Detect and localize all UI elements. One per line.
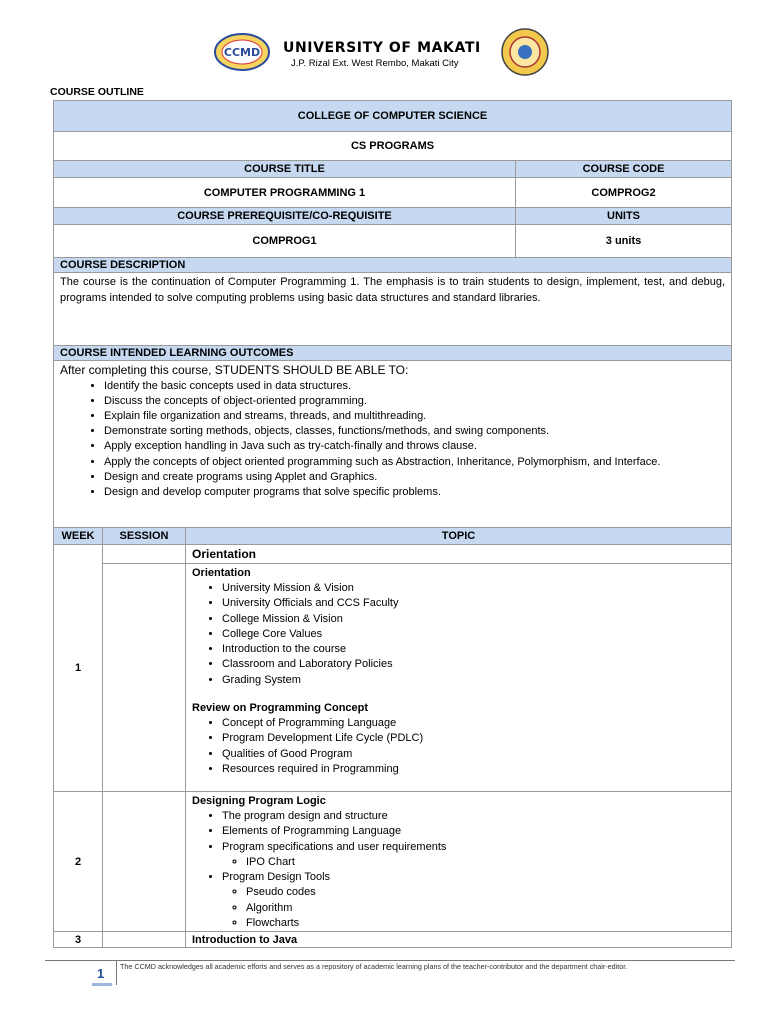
page-number: 1: [97, 966, 105, 981]
footer-acknowledgement: The CCMD acknowledges all academic efforts and serves as a repository of academic learning plans of the teacher-contributor and the department chair-editor.: [120, 962, 628, 971]
ccmd-logo-text: CCMD: [223, 46, 261, 59]
orientation-item: • University Mission & Vision: [222, 581, 725, 596]
course-title-value: COMPUTER PROGRAMMING 1: [54, 178, 516, 208]
clo-item: • Identify the basic concepts used in data structures.: [104, 379, 725, 394]
orientation-item: • College Mission & Vision: [222, 612, 725, 627]
week-2-subitem: ◦ Algorithm: [246, 901, 725, 916]
orientation-item: • Grading System: [222, 673, 725, 688]
university-address: J.P. Rizal Ext. West Rembo, Makati City: [291, 58, 459, 69]
course-title-label: COURSE TITLE: [54, 161, 516, 178]
week-2-session: [103, 792, 186, 932]
week-3-number: 3: [54, 932, 103, 948]
clo-item: • Discuss the concepts of object-oriented programming.: [104, 394, 725, 409]
week-2-item: • The program design and structure: [222, 809, 725, 824]
course-outline-table: [53, 100, 732, 948]
review-heading: Review on Programming Concept: [192, 702, 369, 715]
week-2-list: [192, 809, 725, 931]
week-3-topic: Introduction to Java: [186, 932, 732, 948]
page-number-underline: [92, 983, 112, 986]
week-column-header: WEEK: [54, 528, 103, 545]
footer-divider: [45, 960, 735, 961]
orientation-list: [192, 581, 725, 688]
week-1-topic-2: [186, 564, 732, 792]
review-item: • Resources required in Programming: [222, 762, 725, 777]
clo-section: [54, 361, 732, 528]
topic-column-header: TOPIC: [186, 528, 732, 545]
clo-item: • Apply the concepts of object oriented programming such as Abstraction, Inheritance, Polymorphism, and Interface.: [104, 455, 725, 470]
week-2-sublist: [222, 885, 725, 931]
course-outline-label: COURSE OUTLINE: [50, 86, 144, 98]
spacer: [192, 688, 725, 701]
week-2-item: [222, 840, 725, 871]
orientation-heading: Orientation: [192, 567, 251, 579]
prerequisite-value: COMPROG1: [54, 225, 516, 258]
week-1-topic-1: [186, 545, 732, 564]
clo-item: • Apply exception handling in Java such as try-catch-finally and throws clause.: [104, 439, 725, 454]
week-2-subitem: ◦ Pseudo codes: [246, 885, 725, 900]
clo-item: • Design and create programs using Applet and Graphics.: [104, 470, 725, 485]
review-list: [192, 716, 725, 777]
course-description-text: The course is the continuation of Computer Programming 1. The emphasis is to train students to design, implement, test, and debug, programs intended to solve computing problems using basic data structures and standard libraries.: [54, 273, 732, 346]
week-2-sublist: [222, 855, 725, 870]
course-code-label: COURSE CODE: [516, 161, 732, 178]
university-seal-logo: [500, 27, 550, 77]
week-1-number: 1: [54, 545, 103, 792]
clo-item: • Explain file organization and streams, threads, and multithreading.: [104, 409, 725, 424]
week-1-session-2: [103, 564, 186, 792]
programs-title: CS PROGRAMS: [54, 132, 732, 161]
review-item: • Program Development Life Cycle (PDLC): [222, 731, 725, 746]
orientation-item: • Introduction to the course: [222, 642, 725, 657]
week-2-item: • Elements of Programming Language: [222, 824, 725, 839]
university-name: UNIVERSITY OF MAKATI: [283, 40, 481, 56]
week-2-heading: Designing Program Logic: [192, 795, 326, 807]
session-column-header: SESSION: [103, 528, 186, 545]
week-2-item-text: Program Design Tools: [222, 871, 331, 884]
prerequisite-label: COURSE PREREQUISITE/CO-REQUISITE: [54, 208, 516, 225]
clo-item: • Demonstrate sorting methods, objects, classes, functions/methods, and swing components.: [104, 424, 725, 439]
ccmd-logo: [213, 32, 271, 72]
units-label: UNITS: [516, 208, 732, 225]
week-2-topic: [186, 792, 732, 932]
course-description-label: COURSE DESCRIPTION: [54, 258, 732, 273]
week-2-item: [222, 870, 725, 931]
week-2-subitem: ◦ IPO Chart: [246, 855, 725, 870]
week-3-session: [103, 932, 186, 948]
footer-vertical-divider: [116, 961, 117, 985]
orientation-item: • Classroom and Laboratory Policies: [222, 657, 725, 672]
clo-label: COURSE INTENDED LEARNING OUTCOMES: [54, 346, 732, 361]
review-item: • Qualities of Good Program: [222, 747, 725, 762]
week-2-number: 2: [54, 792, 103, 932]
units-value: 3 units: [516, 225, 732, 258]
week-1-session-1: [103, 545, 186, 564]
orientation-item: • University Officials and CCS Faculty: [222, 596, 725, 611]
course-code-value: COMPROG2: [516, 178, 732, 208]
review-item: • Concept of Programming Language: [222, 716, 725, 731]
week-2-subitem: ◦ Flowcharts: [246, 916, 725, 931]
clo-item: • Design and develop computer programs that solve specific problems.: [104, 485, 725, 500]
clo-list: [60, 379, 725, 501]
week-1-orientation-title: Orientation: [192, 547, 257, 561]
orientation-item: • College Core Values: [222, 627, 725, 642]
week-2-item-text: Program specifications and user requirements: [222, 840, 447, 853]
college-header: COLLEGE OF COMPUTER SCIENCE: [54, 101, 732, 132]
clo-intro: After completing this course, STUDENTS SHOULD BE ABLE TO:: [60, 363, 409, 377]
